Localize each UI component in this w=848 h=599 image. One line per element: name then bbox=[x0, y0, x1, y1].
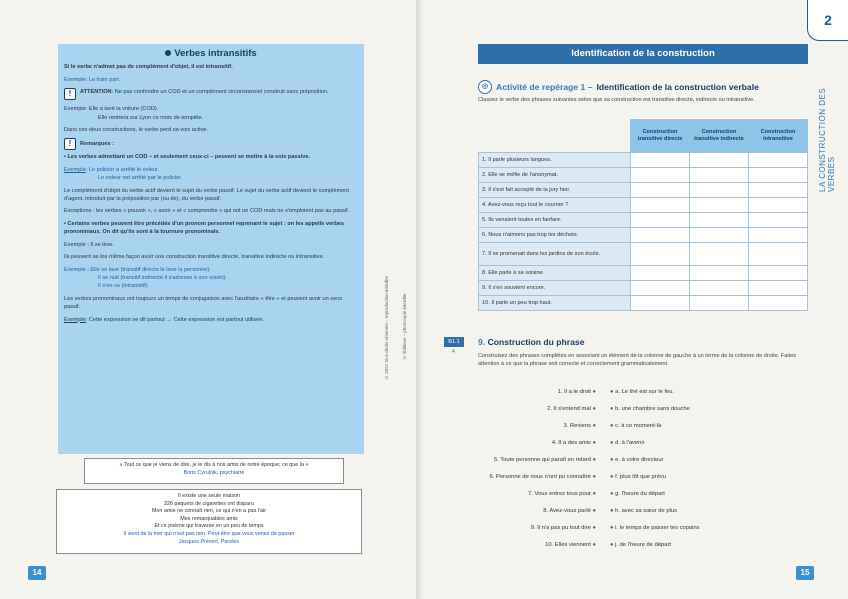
list-item: 4. Il a des amis ● ● d. à l'avenir bbox=[551, 440, 645, 446]
remark-2-examples: Exemple : Elle se lave (transitif directe le lave la personne). Il se nuit (transitif indirecte il s'adresse à son voisin). Il s'en va (intransitif). bbox=[64, 266, 227, 290]
answer-cell[interactable] bbox=[631, 281, 690, 296]
chapter-side-title: LA CONSTRUCTION DES VERBES bbox=[818, 87, 836, 192]
answer-cell[interactable] bbox=[690, 168, 749, 183]
table-row: 4. Avez-vous reçu tout le courrier ? bbox=[479, 198, 808, 213]
attention-note: ! ATTENTION: Ne pas confondre un COD et un complément circonstanciel construit sans préposition. bbox=[64, 88, 358, 100]
list-item: 2. Il s'entend mal ● ● b. une chambre sans douche bbox=[547, 406, 690, 412]
exclamation-icon: ! bbox=[64, 88, 76, 100]
example-2: Exemple: Elle a lavé la voiture (COD). Elle rentrera sur Lyon ce mois de tempête. bbox=[64, 106, 204, 121]
identification-table bbox=[478, 119, 808, 311]
table-row: 7. Il se promenait dans les jardins de son école. bbox=[479, 243, 808, 266]
answer-cell[interactable] bbox=[631, 213, 690, 228]
answer-cell[interactable] bbox=[690, 153, 749, 168]
answer-cell[interactable] bbox=[631, 168, 690, 183]
table-row: 5. Ils venaient toutes en fanfare. bbox=[479, 213, 808, 228]
box-title: Verbes intransitifs bbox=[64, 50, 358, 58]
section-header: Identification de la construction bbox=[478, 44, 808, 64]
answer-cell[interactable] bbox=[690, 183, 749, 198]
table-row: 3. Il s'est fait accepté de la jury hier. bbox=[479, 183, 808, 198]
poem-box: Il existe une seule maison 326 paquets de cigarettes ont disparu Mon amie ne connaît rien, ce qui n'en a pas l'air Mes remarquables amis Et ce poème qui traverse en un peu de temps Il vient de la mer qui n'est pas rien. Peut-être que vous venez de passer Jacques Prévert, Paroles bbox=[56, 489, 362, 554]
answer-cell[interactable] bbox=[749, 213, 808, 228]
match-dot[interactable]: ● bbox=[592, 406, 596, 412]
list-item: 9. Il n'a pas pu tout dire ● ● i. le temps de passer tes copains bbox=[530, 525, 700, 531]
match-dot[interactable]: ● bbox=[592, 423, 596, 429]
list-item: 7. Vous entrez tous pour ● ● g. l'heure du départ bbox=[528, 491, 665, 497]
match-dot[interactable]: ● bbox=[592, 474, 596, 480]
match-dot[interactable]: ● bbox=[592, 542, 596, 548]
list-item: 6. Personne de nous n'ont pu connaître ● ● f. plus tôt que prévu bbox=[489, 474, 667, 480]
match-dot[interactable]: ● bbox=[610, 457, 614, 463]
page-number: 14 bbox=[28, 566, 46, 580]
answer-cell[interactable] bbox=[749, 183, 808, 198]
answer-cell[interactable] bbox=[749, 281, 808, 296]
exercise-title: 9. Construction du phrase bbox=[478, 337, 585, 347]
answer-cell[interactable] bbox=[690, 213, 749, 228]
remark-2-detail: Ils peuvent se lire même façon avoir une construction transitive directe, transitive indirecte ou intransitive. bbox=[64, 254, 325, 261]
answer-cell[interactable] bbox=[749, 198, 808, 213]
chapter-number: 2 bbox=[807, 0, 848, 41]
intransitive-verbs-box bbox=[58, 44, 364, 454]
level-badge: B1.1 bbox=[444, 337, 464, 347]
definition: Si le verbe n'admet pas de complément d'objet, il est intransitif. bbox=[64, 64, 233, 71]
match-dot[interactable]: ● bbox=[610, 423, 614, 429]
answer-cell[interactable] bbox=[749, 153, 808, 168]
table-row: 10. Il parle un peu trop haut. bbox=[479, 296, 808, 311]
page-number: 15 bbox=[796, 566, 814, 580]
list-item: 5. Toute personne qui paraît en retard ● ● e. à votre directeur bbox=[493, 457, 664, 463]
column-header: Construction transitive indirecte bbox=[690, 120, 749, 153]
table-row: 8. Elle parle à sa voisine. bbox=[479, 266, 808, 281]
matching-exercise bbox=[464, 389, 824, 559]
match-dot[interactable]: ● bbox=[592, 525, 596, 531]
table-row: 1. Il parle plusieurs langues. bbox=[479, 153, 808, 168]
column-header: Construction intransitive bbox=[749, 120, 808, 153]
match-dot[interactable]: ● bbox=[610, 491, 614, 497]
remark-1-exceptions: Exceptions : les verbes « pouvoir », « avoir » et « comprendre » qui ont un COD mais ne s'emploient pas au passif. bbox=[64, 208, 350, 215]
list-item: 1. Il a le droit ● ● a. Le thé est sur le feu. bbox=[557, 389, 675, 395]
match-dot[interactable]: ● bbox=[592, 491, 596, 497]
list-item: 10. Elles viennent ● ● j. de l'heure de départ bbox=[545, 542, 672, 548]
answer-cell[interactable] bbox=[631, 296, 690, 311]
remark-1-detail: Le complément d'objet du verbe actif devient le sujet du verbe passif. Le sujet du verbe actif devient le complément d'agent, introduit par la préposition par (ou de), du verbe passif. bbox=[64, 187, 349, 203]
bullet-icon bbox=[165, 50, 171, 56]
remark-3-example: Exemple: Cette expression se dit partout → Cette expression est partout utilisée. bbox=[64, 316, 264, 323]
answer-cell[interactable] bbox=[690, 296, 749, 311]
answer-cell[interactable] bbox=[631, 228, 690, 243]
answer-cell[interactable] bbox=[690, 228, 749, 243]
exclamation-icon: ! bbox=[64, 138, 76, 150]
answer-cell[interactable] bbox=[631, 183, 690, 198]
activity-instructions: Classez le verbe des phrases suivantes selon que sa construction est transitive directe, indirecte ou intransitive. bbox=[478, 97, 755, 103]
match-dot[interactable]: ● bbox=[592, 440, 596, 446]
column-header: Construction transitive directe bbox=[631, 120, 690, 153]
list-item: 8. Avez-vous parlé ● ● h. avec sa sœur de plus bbox=[543, 508, 678, 514]
exercise-instructions: Construisez des phrases complètes en associant un élément de la colonne de gauche à un terme de la colonne de droite. Faites attention à ce que la phrase soit correcte et correctement grammaticalement. bbox=[478, 353, 797, 367]
answer-cell[interactable] bbox=[690, 266, 749, 281]
answer-cell[interactable] bbox=[631, 243, 690, 266]
both-note: Dans ces deux constructions, le verbe perd sa voix active. bbox=[64, 127, 208, 134]
match-dot[interactable]: ● bbox=[592, 508, 596, 514]
answer-cell[interactable] bbox=[631, 153, 690, 168]
answer-cell[interactable] bbox=[749, 243, 808, 266]
answer-cell[interactable] bbox=[749, 266, 808, 281]
answer-cell[interactable] bbox=[749, 168, 808, 183]
match-dot[interactable]: ● bbox=[610, 440, 614, 446]
answer-cell[interactable] bbox=[631, 198, 690, 213]
activity-title: ◎ Activité de repérage 1 – Identification de la construction verbale bbox=[478, 80, 818, 94]
list-item: 3. Reviens ● ● c. à ce moment-là bbox=[563, 423, 662, 429]
answer-cell[interactable] bbox=[690, 243, 749, 266]
remarques-heading: ! Remarques : bbox=[64, 138, 358, 150]
target-icon: ◎ bbox=[478, 80, 492, 94]
credits-b: © Éditions – photocopie interdite bbox=[402, 293, 407, 360]
match-dot[interactable]: ● bbox=[610, 474, 614, 480]
credits-a: © 2021 tous droits réservés – reproduction interdite bbox=[384, 275, 389, 380]
remark-1-example: Exemple: Le policier a arrêté le voleur. Le voleur est arrêté par le policier. bbox=[64, 166, 183, 182]
match-dot[interactable]: ● bbox=[610, 406, 614, 412]
right-page bbox=[424, 0, 848, 599]
match-dot[interactable]: ● bbox=[610, 542, 614, 548]
answer-cell[interactable] bbox=[690, 281, 749, 296]
match-dot[interactable]: ● bbox=[592, 457, 596, 463]
answer-cell[interactable] bbox=[631, 266, 690, 281]
example: Exemple: Le train part. bbox=[64, 76, 121, 83]
answer-cell[interactable] bbox=[690, 198, 749, 213]
match-dot[interactable]: ● bbox=[592, 389, 596, 395]
remark-3: Les verbes pronominaux ont toujours un temps de conjugaison avec l'auxiliaire « être » et peuvent avoir un sens passif. bbox=[64, 295, 343, 311]
remark-2-example: Exemple : Il se lève. bbox=[64, 241, 115, 248]
match-dot[interactable]: ● bbox=[610, 525, 614, 531]
table-row: 2. Elle se méfie de l'anonymat. bbox=[479, 168, 808, 183]
answer-cell[interactable] bbox=[749, 296, 808, 311]
match-dot[interactable]: ● bbox=[610, 389, 614, 395]
level-sub: 4 bbox=[452, 349, 455, 355]
remark-2: • Certains verbes peuvent être précédés d'un pronom personnel reprenant le sujet : on les appelle verbes pronominaux. On dit qu'ils sont à la tournure pronominale. bbox=[64, 220, 344, 236]
table-row: 6. Nous n'aimons pas trop les déchets. bbox=[479, 228, 808, 243]
answer-cell[interactable] bbox=[749, 228, 808, 243]
table-row: 9. Il s'en souvient encore. bbox=[479, 281, 808, 296]
match-dot[interactable]: ● bbox=[610, 508, 614, 514]
remark-1: • Les verbes admettant un COD – et seulement ceux-ci – peuvent se mettre à la voix passive. bbox=[64, 154, 311, 161]
quote-box: « Tout ce que je viens de dire, je le dis à nos amis de notre époque; ce que la » Boris Cyrulnik, psychiatre bbox=[84, 458, 344, 484]
